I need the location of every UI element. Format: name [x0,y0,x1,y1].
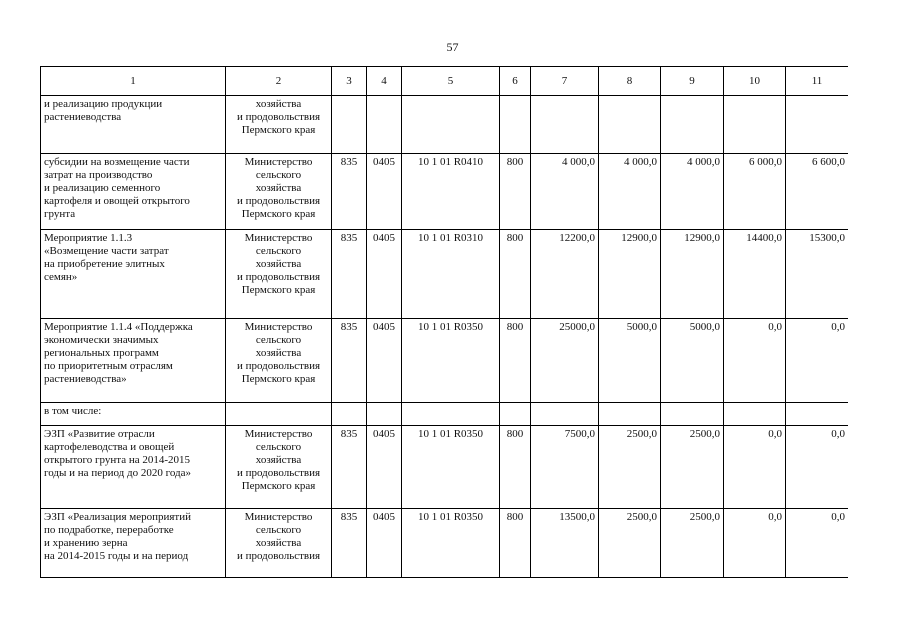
value-cell-7: 7500,0 [531,426,599,509]
header-row [41,67,849,96]
code-cell-5: 10 1 01 R0350 [402,426,500,509]
table-row [41,154,849,230]
header-cell-8: 8 [599,67,661,96]
description-cell: Мероприятие 1.1.4 «Поддержка экономически значимых региональных программ по приоритетным отраслям растениеводства» [41,319,226,403]
value-cell-10: 14400,0 [724,230,786,319]
value-cell-10 [724,96,786,154]
code-cell-6 [500,403,531,426]
value-cell-10: 0,0 [724,509,786,578]
executor-cell: Министерство сельского хозяйства и продовольствия Пермского края [226,426,332,509]
value-cell-8 [599,403,661,426]
code-cell-4: 0405 [367,509,402,578]
code-cell-3: 835 [332,230,367,319]
value-cell-8: 2500,0 [599,509,661,578]
page-number: 57 [446,40,459,54]
header-cell-7: 7 [531,67,599,96]
value-cell-9 [661,96,724,154]
table-row [41,96,849,154]
executor-cell: хозяйства и продовольствия Пермского края [226,96,332,154]
executor-cell: Министерство сельского хозяйства и продовольствия [226,509,332,578]
value-cell-10 [724,403,786,426]
header-cell-6: 6 [500,67,531,96]
executor-cell [226,403,332,426]
header-cell-2: 2 [226,67,332,96]
header-cell-11: 11 [786,67,849,96]
header-cell-4: 4 [367,67,402,96]
table-row [41,230,849,319]
code-cell-4: 0405 [367,154,402,230]
code-cell-5 [402,96,500,154]
value-cell-8: 12900,0 [599,230,661,319]
executor-cell: Министерство сельского хозяйства и продовольствия Пермского края [226,154,332,230]
value-cell-11: 6 600,0 [786,154,849,230]
code-cell-3 [332,403,367,426]
code-cell-6: 800 [500,230,531,319]
value-cell-8: 2500,0 [599,426,661,509]
description-cell: в том числе: [41,403,226,426]
executor-cell: Министерство сельского хозяйства и продовольствия Пермского края [226,230,332,319]
value-cell-11 [786,403,849,426]
value-cell-11: 0,0 [786,426,849,509]
value-cell-7 [531,403,599,426]
value-cell-8: 4 000,0 [599,154,661,230]
value-cell-7: 4 000,0 [531,154,599,230]
budget-table-wrapper [40,66,848,594]
value-cell-11 [786,96,849,154]
code-cell-3: 835 [332,154,367,230]
code-cell-6: 800 [500,319,531,403]
code-cell-3: 835 [332,426,367,509]
description-cell: субсидии на возмещение части затрат на производство и реализацию семенного картофеля и овощей открытого грунта [41,154,226,230]
value-cell-9: 5000,0 [661,319,724,403]
description-cell: ЭЗП «Реализация мероприятий по подработке, переработке и хранению зерна на 2014-2015 годы и на период [41,509,226,578]
value-cell-9 [661,403,724,426]
code-cell-6: 800 [500,509,531,578]
value-cell-7: 25000,0 [531,319,599,403]
description-cell: и реализацию продукции растениеводства [41,96,226,154]
table-row [41,426,849,509]
value-cell-9: 4 000,0 [661,154,724,230]
header-cell-10: 10 [724,67,786,96]
code-cell-5: 10 1 01 R0410 [402,154,500,230]
value-cell-9: 2500,0 [661,509,724,578]
value-cell-11: 0,0 [786,319,849,403]
table-row [41,319,849,403]
code-cell-6: 800 [500,426,531,509]
value-cell-7: 13500,0 [531,509,599,578]
description-cell: Мероприятие 1.1.3 «Возмещение части затрат на приобретение элитных семян» [41,230,226,319]
value-cell-8: 5000,0 [599,319,661,403]
value-cell-11: 0,0 [786,509,849,578]
value-cell-7 [531,96,599,154]
value-cell-8 [599,96,661,154]
value-cell-7: 12200,0 [531,230,599,319]
budget-table [40,66,848,578]
description-cell: ЭЗП «Развитие отрасли картофелеводства и овощей открытого грунта на 2014-2015 годы и на период до 2020 года» [41,426,226,509]
executor-cell: Министерство сельского хозяйства и продовольствия Пермского края [226,319,332,403]
code-cell-5: 10 1 01 R0350 [402,509,500,578]
code-cell-4: 0405 [367,426,402,509]
header-cell-3: 3 [332,67,367,96]
code-cell-6: 800 [500,154,531,230]
code-cell-4 [367,403,402,426]
code-cell-3: 835 [332,319,367,403]
value-cell-9: 12900,0 [661,230,724,319]
table-row [41,509,849,578]
header-cell-1: 1 [41,67,226,96]
code-cell-4: 0405 [367,230,402,319]
header-cell-5: 5 [402,67,500,96]
code-cell-5 [402,403,500,426]
value-cell-9: 2500,0 [661,426,724,509]
header-cell-9: 9 [661,67,724,96]
code-cell-4: 0405 [367,319,402,403]
code-cell-3 [332,96,367,154]
value-cell-10: 6 000,0 [724,154,786,230]
code-cell-5: 10 1 01 R0350 [402,319,500,403]
value-cell-10: 0,0 [724,426,786,509]
table-row [41,403,849,426]
value-cell-11: 15300,0 [786,230,849,319]
code-cell-6 [500,96,531,154]
code-cell-4 [367,96,402,154]
code-cell-5: 10 1 01 R0310 [402,230,500,319]
value-cell-10: 0,0 [724,319,786,403]
code-cell-3: 835 [332,509,367,578]
